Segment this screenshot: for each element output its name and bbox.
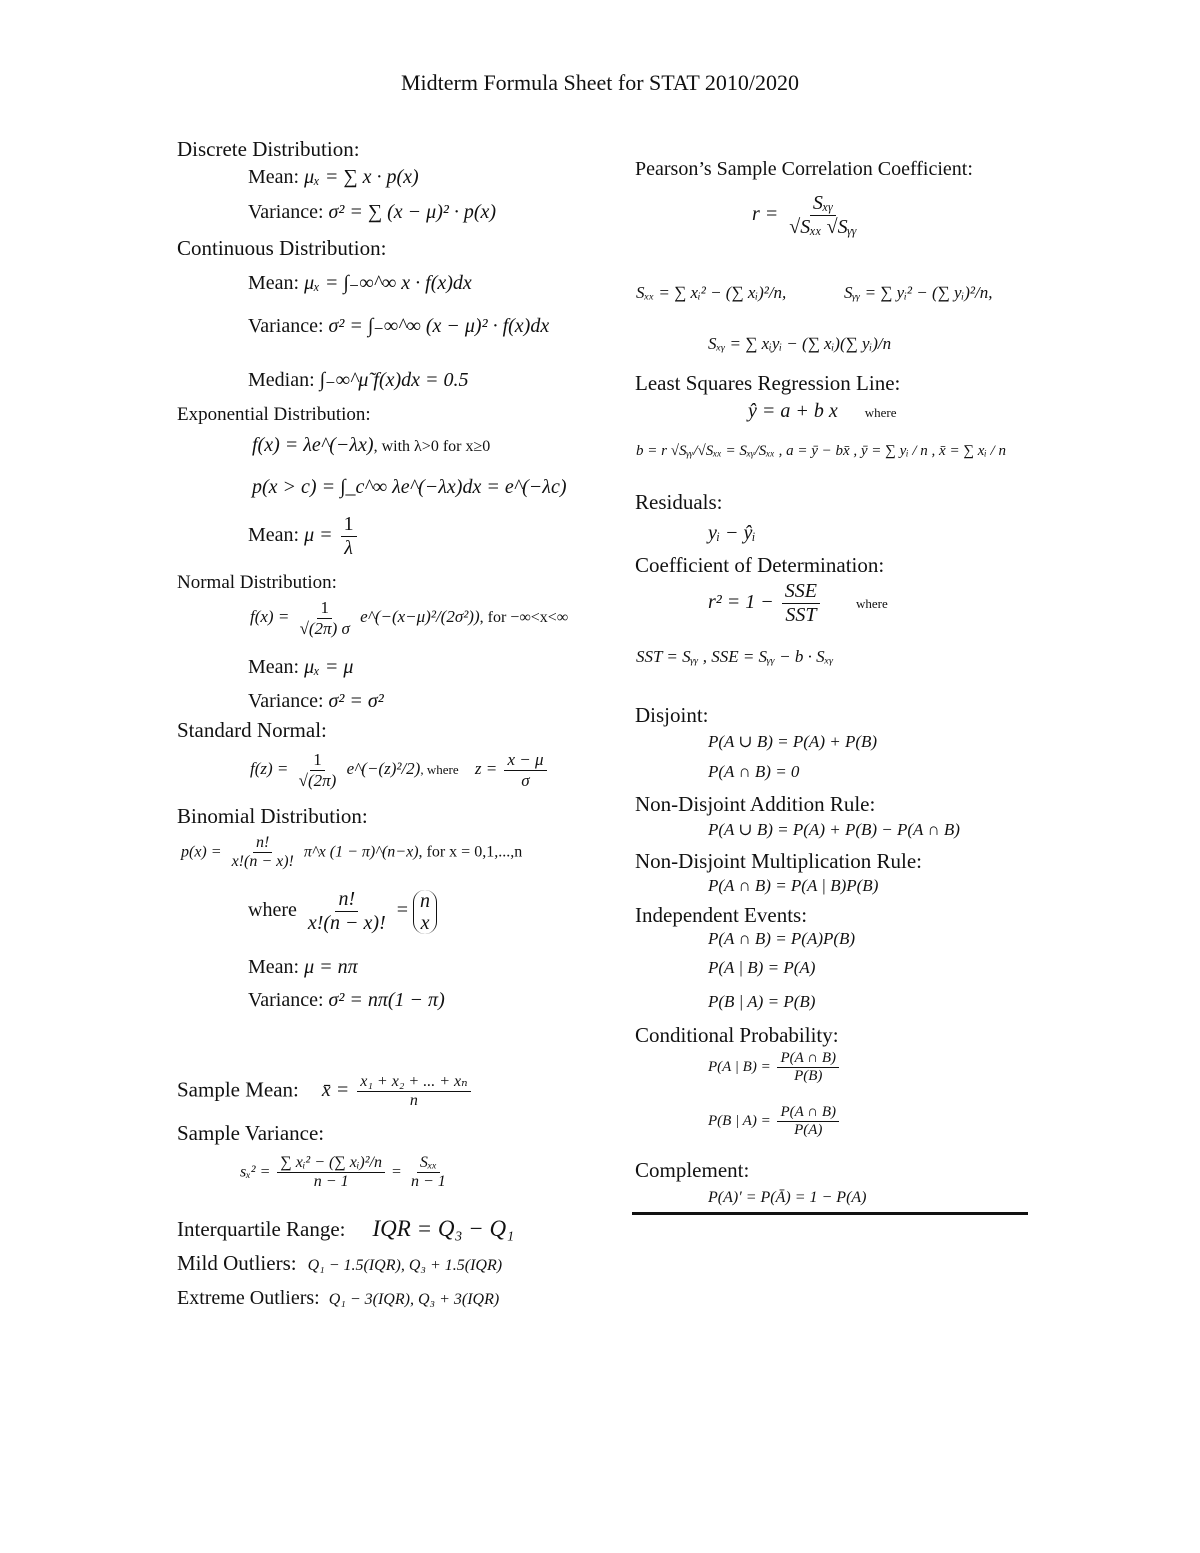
exponential-tail (252, 476, 567, 499)
binomial-where: where (248, 899, 297, 922)
fraction-denominator: n (409, 1092, 418, 1110)
independent-a-given-b: P(A | B) = P(A) (708, 958, 816, 977)
pearson-r-fraction (786, 192, 860, 239)
cod-heading: Coefficient of Determination: (635, 553, 885, 577)
sample-mean-fraction (357, 1073, 470, 1111)
continuous-median (248, 367, 469, 392)
normal-pdf (250, 598, 568, 638)
fraction-denominator: P(A) (794, 1122, 823, 1139)
conditional-a-given-b (708, 1050, 842, 1086)
fraction-denominator: x!(n − x)! (231, 853, 294, 871)
cod-fraction (782, 580, 820, 627)
std-normal-heading: Standard Normal: (177, 718, 327, 742)
continuous-mean-label: Mean: (248, 272, 300, 294)
sst-sse-definitions: SST = Sᵧᵧ , SSE = Sᵧᵧ − b · Sₓᵧ (636, 647, 834, 666)
normal-mean (248, 656, 353, 679)
continuous-variance (248, 313, 549, 338)
exponential-pdf-condition: , with λ>0 for x≥0 (373, 438, 491, 455)
binomial-heading: Binomial Distribution: (177, 804, 368, 828)
binomial-pmf-lhs: p(x) = (181, 843, 222, 861)
residuals-formula: yᵢ − ŷᵢ (708, 522, 756, 544)
exponential-mean-label: Mean: (248, 524, 300, 547)
normal-pdf-fraction (297, 598, 353, 638)
fraction-numerator: SSE (782, 580, 820, 604)
std-normal-pdf (250, 750, 550, 790)
lsrl-where: where (864, 405, 897, 420)
iqr-label: Interquartile Range: (177, 1217, 346, 1241)
continuous-mean (248, 270, 472, 295)
non-disjoint-addition-heading: Non-Disjoint Addition Rule: (635, 792, 876, 816)
binomial-pmf-fraction (229, 834, 297, 872)
binomial-variance (248, 989, 445, 1012)
normal-variance-label: Variance: (248, 690, 324, 712)
normal-pdf-condition: , for −∞<x<∞ (479, 608, 569, 626)
cod-lhs: r² = 1 − (708, 591, 774, 614)
fraction-numerator: Sₓᵧ (810, 192, 836, 216)
mild-outliers-row (177, 1251, 502, 1276)
discrete-heading: Discrete Distribution: (177, 137, 360, 161)
syy-formula: Sᵧᵧ = ∑ yᵢ² − (∑ yᵢ)²/n, (844, 283, 993, 302)
exponential-mean-fraction (341, 513, 357, 560)
mild-outliers-label: Mild Outliers: (177, 1251, 297, 1275)
fraction-numerator: 1 (310, 750, 325, 771)
fraction-numerator: 1 (317, 598, 332, 619)
fraction-numerator: x − μ (504, 750, 546, 771)
normal-pdf-lhs: f(x) = (250, 606, 290, 626)
fraction-denominator: √(2π) σ (299, 618, 350, 638)
iqr-row (177, 1216, 514, 1242)
sample-mean-lhs: x̄ = (321, 1079, 350, 1102)
discrete-mean-formula: μₓ = ∑ x · p(x) (304, 166, 419, 188)
disjoint-heading: Disjoint: (635, 703, 709, 727)
lsrl-heading: Least Squares Regression Line: (635, 371, 901, 395)
sample-variance-sxx-fraction (408, 1154, 449, 1192)
iqr-formula: IQR = Q₃ − Q₁ (372, 1216, 515, 1241)
continuous-variance-label: Variance: (248, 315, 324, 337)
std-normal-pdf-fraction (296, 750, 340, 790)
conditional-fraction (777, 1104, 839, 1140)
sample-variance-equals: = (391, 1163, 401, 1181)
independent-intersection: P(A ∩ B) = P(A)P(B) (708, 929, 856, 948)
binomial-coefficient (413, 890, 437, 934)
page-title: Midterm Formula Sheet for STAT 2010/2020 (400, 70, 800, 95)
combination-fraction (305, 888, 389, 935)
conditional-b-given-a (708, 1104, 842, 1140)
discrete-variance-label: Variance: (248, 201, 324, 223)
fraction-numerator: P(A ∩ B) (777, 1050, 839, 1068)
discrete-variance-formula: σ² = ∑ (x − μ)² · p(x) (328, 201, 497, 223)
binomial-top: n (420, 889, 431, 912)
normal-variance (248, 690, 384, 713)
independent-b-given-a: P(B | A) = P(B) (708, 992, 816, 1011)
binomial-variance-formula: σ² = nπ(1 − π) (328, 989, 445, 1011)
exponential-mean (248, 513, 360, 560)
fraction-denominator: n − 1 (410, 1173, 446, 1191)
disjoint-union: P(A ∪ B) = P(A) + P(B) (708, 732, 878, 751)
conditional-heading: Conditional Probability: (635, 1023, 839, 1047)
cod-where: where (856, 596, 888, 612)
conditional-lhs: P(B | A) = (708, 1113, 771, 1130)
normal-pdf-exponential: e^(−(x−μ)²/(2σ²)) (360, 606, 480, 626)
extreme-outliers-label: Extreme Outliers: (177, 1287, 320, 1309)
fraction-denominator: λ (344, 537, 353, 559)
sample-variance-lhs: sₓ² = (240, 1163, 271, 1181)
normal-heading: Normal Distribution: (177, 572, 337, 593)
binomial-combination (248, 888, 437, 935)
conditional-lhs: P(A | B) = (708, 1059, 771, 1076)
fraction-numerator: n! (253, 834, 272, 853)
fraction-numerator: n! (335, 888, 358, 912)
pearson-r (752, 192, 863, 239)
discrete-variance (248, 201, 496, 224)
std-normal-where: , where (420, 761, 459, 777)
complement-heading: Complement: (635, 1158, 750, 1182)
continuous-heading: Continuous Distribution: (177, 236, 387, 260)
continuous-variance-formula: σ² = ∫₋∞^∞ (x − μ)² · f(x)dx (328, 315, 550, 337)
fraction-denominator: P(B) (794, 1068, 823, 1085)
exponential-tail-formula: p(x > c) = ∫_c^∞ λe^(−λx)dx = e^(−λc) (252, 476, 567, 498)
sample-variance-heading: Sample Variance: (177, 1121, 325, 1145)
normal-mean-formula: μₓ = μ (304, 656, 354, 678)
binomial-pmf (181, 834, 522, 872)
pearson-r-lhs: r = (752, 203, 779, 226)
fraction-denominator: σ (521, 770, 530, 790)
continuous-median-label: Median: (248, 369, 315, 391)
binomial-mean (248, 956, 358, 979)
binomial-mean-label: Mean: (248, 956, 300, 978)
exponential-mean-lhs: μ = (304, 524, 333, 547)
binomial-mean-formula: μ = nπ (304, 956, 358, 978)
lsrl-equation (748, 400, 897, 423)
std-normal-pdf-exponential: e^(−(z)²/2) (346, 758, 421, 778)
non-disjoint-addition-formula: P(A ∪ B) = P(A) + P(B) − P(A ∩ B) (708, 820, 960, 839)
std-normal-pdf-lhs: f(z) = (250, 758, 289, 778)
binomial-pmf-condition: , for x = 0,1,...,n (418, 843, 523, 861)
fraction-denominator: SST (785, 604, 817, 626)
fraction-denominator: √Sₓₓ √Sᵧᵧ (789, 216, 857, 238)
continuous-median-formula: ∫₋∞^μ̃ f(x)dx = 0.5 (319, 369, 469, 391)
combination-equals: = (396, 899, 409, 922)
binomial-pmf-rest: π^x (1 − π)^(n−x) (303, 843, 419, 861)
sample-variance-fraction (277, 1154, 385, 1192)
sample-variance-formula (240, 1154, 452, 1192)
exponential-pdf (252, 434, 490, 457)
fraction-numerator: 1 (341, 513, 357, 537)
lsrl-formula: ŷ = a + b x (748, 400, 838, 422)
mild-outliers-formula: Q₁ − 1.5(IQR), Q₃ + 1.5(IQR) (307, 1257, 503, 1274)
binomial-variance-label: Variance: (248, 989, 324, 1011)
binomial-bottom: x (420, 911, 430, 934)
z-score-lhs: z = (474, 758, 498, 778)
exponential-heading: Exponential Distribution: (177, 404, 371, 425)
normal-variance-formula: σ² = σ² (328, 690, 384, 712)
sample-mean (177, 1073, 474, 1111)
z-score-fraction (504, 750, 546, 790)
non-disjoint-multiplication-formula: P(A ∩ B) = P(A | B)P(B) (708, 876, 879, 895)
complement-formula: P(A)′ = P(Ā) = 1 − P(A) (708, 1189, 867, 1206)
non-disjoint-multiplication-heading: Non-Disjoint Multiplication Rule: (635, 849, 922, 873)
discrete-mean-label: Mean: (248, 166, 300, 188)
fraction-numerator: Sₓₓ (417, 1154, 440, 1173)
normal-mean-label: Mean: (248, 656, 300, 678)
pearson-heading: Pearson’s Sample Correlation Coefficient: (635, 158, 973, 180)
sxx-formula: Sₓₓ = ∑ xᵢ² − (∑ xᵢ)²/n, (636, 283, 787, 302)
exponential-pdf-formula: f(x) = λe^(−λx) (252, 434, 374, 456)
extreme-outliers-row (177, 1287, 499, 1310)
continuous-mean-formula: μₓ = ∫₋∞^∞ x · f(x)dx (304, 272, 472, 294)
lsrl-coefficients: b = r √Sᵧᵧ/√Sₓₓ = Sₓᵧ/Sₓₓ , a = ȳ − bx̄ , ȳ = ∑ yᵢ / n , x̄ = ∑ xᵢ / n (636, 443, 1006, 459)
fraction-numerator: P(A ∩ B) (777, 1104, 839, 1122)
extreme-outliers-formula: Q₁ − 3(IQR), Q₃ + 3(IQR) (328, 1291, 500, 1308)
section-divider (632, 1212, 1028, 1215)
fraction-numerator: x₁ + x₂ + ... + xₙ (357, 1073, 470, 1092)
sample-mean-heading: Sample Mean: (177, 1077, 299, 1102)
fraction-denominator: n − 1 (313, 1173, 349, 1191)
fraction-numerator: ∑ xᵢ² − (∑ xᵢ)²/n (277, 1154, 385, 1173)
fraction-denominator: x!(n − x)! (307, 912, 386, 934)
independent-events-heading: Independent Events: (635, 903, 808, 927)
discrete-mean (248, 166, 419, 189)
cod-formula (708, 580, 888, 627)
conditional-fraction (777, 1050, 839, 1086)
residuals-heading: Residuals: (635, 490, 723, 514)
disjoint-intersection: P(A ∩ B) = 0 (708, 762, 800, 781)
sxy-formula: Sₓᵧ = ∑ xᵢyᵢ − (∑ xᵢ)(∑ yᵢ)/n (708, 334, 892, 353)
fraction-denominator: √(2π) (298, 770, 337, 790)
